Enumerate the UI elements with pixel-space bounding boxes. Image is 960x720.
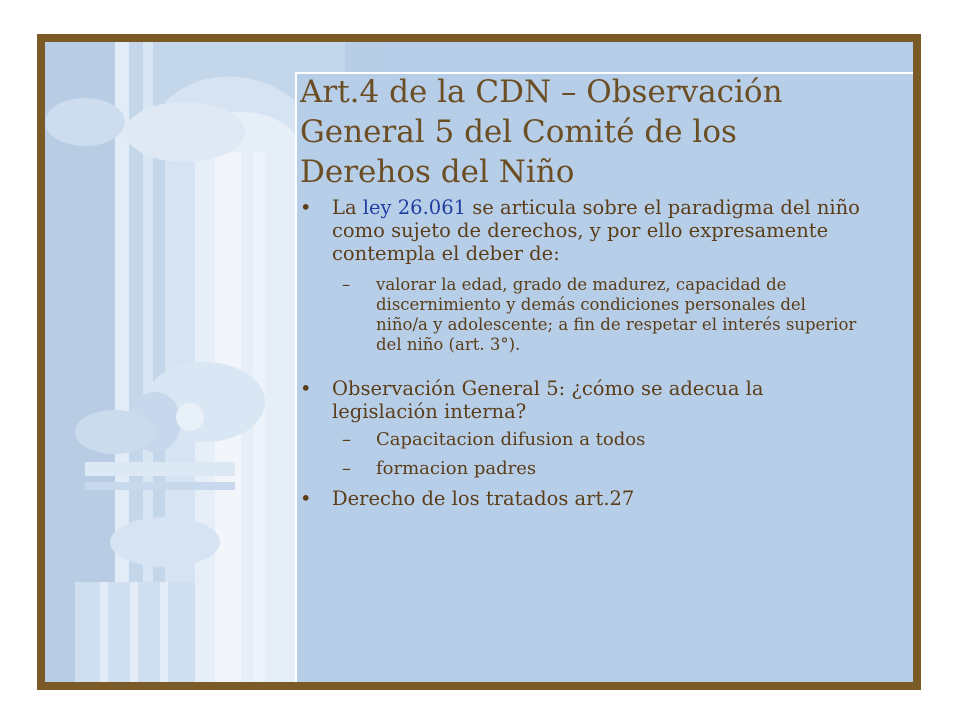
sub-bullet-item	[300, 428, 860, 452]
bullet-icon: •	[300, 487, 312, 510]
dash-icon: –	[342, 429, 351, 450]
bullet-text: Observación General 5: ¿cómo se adecua la legislación interna?	[332, 377, 764, 423]
bullet-text: Derecho de los tratados art.27	[332, 487, 635, 510]
bullet-item	[300, 377, 860, 423]
accent-line-vertical	[295, 72, 297, 682]
sub-bullet-item	[300, 275, 860, 355]
bullet-item	[300, 487, 860, 510]
law-link[interactable]: ley 26.061	[362, 196, 467, 219]
bullet-text-suffix: se articula sobre el paradigma del niño como sujeto de derechos, y por ello expresamente contempla el deber de:	[332, 196, 860, 265]
bullet-icon: •	[300, 196, 312, 219]
bullet-icon: •	[300, 377, 312, 400]
dash-icon: –	[342, 275, 351, 294]
bullet-item	[300, 196, 860, 265]
dash-icon: –	[342, 458, 351, 479]
sub-bullet-text: valorar la edad, grado de madurez, capacidad de discernimiento y demás condiciones personales del niño/a y adolescente; a fin de respetar el interés superior del niño (art. 3°).	[376, 275, 857, 354]
slide-body	[300, 196, 860, 510]
bullet-text-prefix: La	[332, 196, 363, 219]
slide-title: Art.4 de la CDN – Observación General 5 del Comité de los Derehos del Niño	[300, 74, 783, 190]
sub-bullet-item	[300, 457, 860, 481]
sub-bullet-text: formacion padres	[376, 458, 537, 479]
sub-bullet-text: Capacitacion difusion a todos	[376, 429, 646, 450]
